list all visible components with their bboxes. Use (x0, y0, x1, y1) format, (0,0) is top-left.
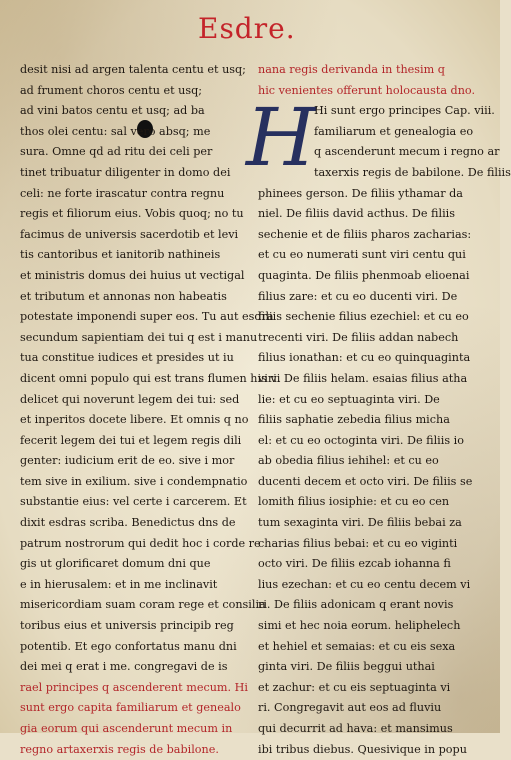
text-line: Hi sunt ergo principes Cap. viii. (314, 104, 495, 118)
text-line: tum sexaginta viri. De filiis bebai za (258, 516, 462, 530)
text-line: charias filius bebai: et cu eo viginti (258, 536, 458, 550)
text-line: dicent omni populo qui est trans flumen his vi (20, 371, 281, 385)
text-line: potestate imponendi super eos. Tu aut esdra (20, 310, 274, 324)
text-line: filiis sechenie filius ezechiel: et cu eo (258, 310, 469, 324)
text-line: desit nisi ad argen talenta centu et usq; (20, 63, 246, 76)
left-text-column (20, 60, 281, 760)
text-line: qui decurrit ad hava: et mansimus (258, 722, 453, 735)
text-line: regis et filiorum eius. Vobis quoq; no tu (20, 207, 244, 221)
text-line: potentib. Et ego confortatus manu dni (20, 639, 237, 653)
text-line: toribus eius et universis principib reg (20, 619, 234, 633)
text-line: nana regis derivanda in thesim q (258, 63, 445, 76)
text-line: viri. De filiis helam. esaias filius atha (258, 371, 468, 385)
text-line: octo viri. De filiis ezcab iohanna fi (258, 557, 451, 571)
text-line: ibi tribus diebus. Quesivique in popu (258, 742, 467, 756)
text-line: ginta viri. De filiis beggui uthai (258, 660, 435, 674)
text-line: secundum sapientiam dei tui q est i manu (20, 330, 258, 344)
text-line: ad vini batos centu et usq; ad ba (20, 104, 205, 118)
text-line: gis ut glorificaret domum dni que (20, 557, 211, 571)
text-line: tem sive in exilium. sive i condempnatio (20, 474, 248, 488)
text-line: familiarum et genealogia eo (314, 124, 474, 138)
text-line: ri. De filiis adonicam q erant novis (258, 598, 454, 612)
text-line: patrum nostrorum qui dedit hoc i corde re (20, 536, 261, 550)
text-line: celi: ne forte irascatur contra regnu (20, 186, 225, 200)
text-line: dei mei q erat i me. congregavi de is (20, 660, 228, 674)
text-line: fecerit legem dei tui et legem regis dili (20, 433, 242, 447)
text-line: et ministris domus dei huius ut vectigal (20, 268, 245, 282)
text-line: ri. Congregavit aut eos ad fluviu (258, 701, 442, 715)
text-line: et tributum et annonas non habeatis (20, 289, 227, 303)
text-line: q ascenderunt mecum i regno ar (314, 145, 500, 159)
text-line: sura. Omne qd ad ritu dei celi per (20, 145, 213, 159)
text-line: simi et hec noia eorum. heliphelech (258, 619, 461, 633)
text-line: e in hierusalem: et in me inclinavit (20, 577, 218, 591)
text-line: rael principes q ascenderent mecum. Hi (20, 680, 248, 694)
text-line: phinees gerson. De filiis ythamar da (258, 186, 463, 200)
text-line: sechenie et de filiis pharos zacharias: (258, 227, 472, 241)
text-line: et inperitos docete libere. Et omnis q no (20, 413, 249, 427)
text-line: misericordiam suam coram rege et consilia (20, 598, 266, 612)
text-line: el: et cu eo octoginta viri. De filiis io (258, 433, 464, 447)
text-line: et cu eo numerati sunt viri centu qui (258, 248, 466, 262)
text-line: et zachur: et cu eis septuaginta vi (258, 680, 451, 694)
text-line: hic venientes offerunt holocausta dno. (258, 83, 476, 97)
text-line: ab obedia filius iehihel: et cu eo (258, 454, 439, 468)
text-line: thos olei centu: sal vero absq; me (20, 124, 211, 138)
text-line: taxerxis regis de babilone. De filiis (314, 165, 511, 179)
decorated-initial: H (246, 91, 316, 185)
text-line: delicet qui noverunt legem dei tui: sed (20, 392, 240, 406)
text-line: tis cantoribus et ianitorib nathineis (20, 248, 221, 262)
text-line: trecenti viri. De filiis addan nabech (258, 330, 459, 344)
text-line: ducenti decem et octo viri. De filiis se (258, 474, 473, 488)
text-line: dixit esdras scriba. Benedictus dns de (20, 516, 236, 530)
text-line: filius zare: et cu eo ducenti viri. De (258, 289, 458, 303)
text-line: et hehiel et semaias: et cu eis sexa (258, 639, 456, 653)
text-line: lius ezechan: et cu eo centu decem vi (258, 577, 471, 591)
text-line: substantie eius: vel certe i carcerem. Et (20, 495, 247, 509)
text-line: gia eorum qui ascenderunt mecum in (20, 722, 233, 735)
text-line: sunt ergo capita familiarum et genealo (20, 701, 241, 715)
text-line: regno artaxerxis regis de babilone. (20, 742, 219, 756)
text-line: genter: iudicium erit de eo. sive i mor (20, 454, 235, 468)
running-title: Esdre. (198, 12, 296, 45)
text-line: ad frument choros centu et usq; (20, 83, 203, 97)
text-line: lie: et cu eo septuaginta viri. De (258, 392, 440, 406)
text-line: facimus de universis sacerdotib et levi (20, 227, 239, 241)
text-line: niel. De filiis david acthus. De filiis (258, 207, 455, 221)
text-line: filiis saphatie zebedia filius micha (258, 413, 450, 427)
right-text-column (246, 60, 511, 760)
text-line: lomith filius iosiphie: et cu eo cen (258, 495, 450, 509)
text-line: tinet tribuatur diligenter in domo dei (20, 165, 231, 179)
text-line: tua constitue iudices et presides ut iu (20, 351, 234, 365)
text-line: quaginta. De filiis phenmoab elioenai (258, 268, 470, 282)
text-line: filius ionathan: et cu eo quinquaginta (258, 351, 471, 365)
